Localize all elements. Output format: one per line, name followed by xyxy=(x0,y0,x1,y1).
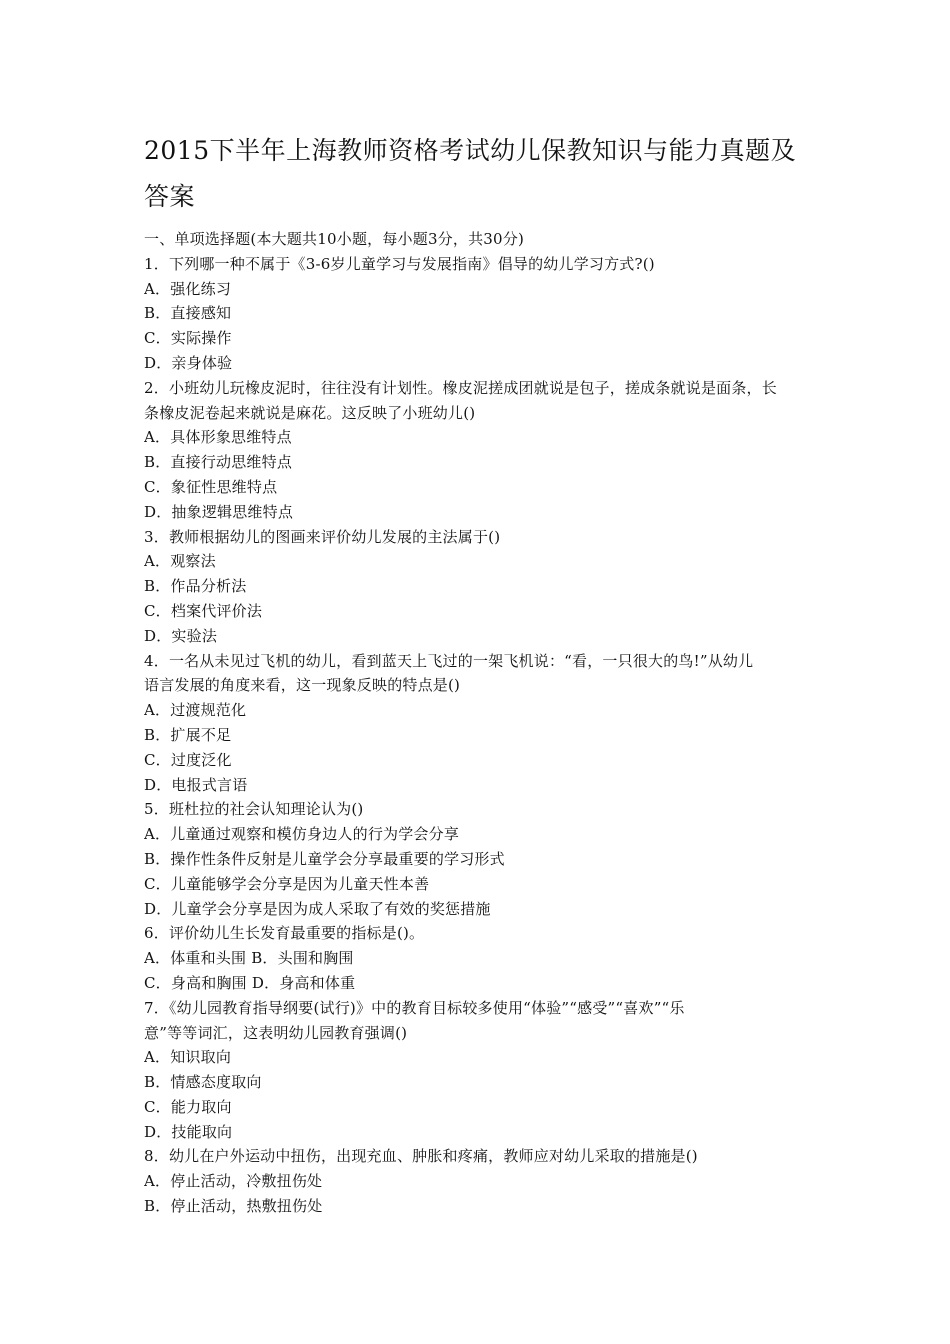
text-line: 5．班杜拉的社会认知理论认为() xyxy=(144,800,364,819)
text-line: 4．一名从未见过飞机的幼儿，看到蓝天上飞过的一架飞机说：“看，一只很大的鸟!”从幼儿 xyxy=(144,651,754,670)
text-line: B．扩展不足 xyxy=(144,725,232,744)
text-line: D．实验法 xyxy=(144,626,218,645)
text-line: 2．小班幼儿玩橡皮泥时，往往没有计划性。橡皮泥搓成团就说是包子，搓成条就说是面条，长 xyxy=(144,378,777,397)
text-line: B．作品分析法 xyxy=(144,577,247,596)
text-line: 8．幼儿在户外运动中扭伤，出现充血、肿胀和疼痛，教师应对幼儿采取的措施是() xyxy=(144,1147,698,1166)
text-line: 一、单项选择题(本大题共10小题，每小题3分，共30分) xyxy=(144,230,525,248)
text-line: 1．下列哪一种不属于《3-6岁儿童学习与发展指南》倡导的幼儿学习方式?() xyxy=(144,254,655,273)
text-line: D．亲身体验 xyxy=(144,353,233,372)
text-line: 条橡皮泥卷起来就说是麻花。这反映了小班幼儿() xyxy=(144,403,476,422)
text-line: D．电报式言语 xyxy=(144,775,248,794)
text-line: D．儿童学会分享是因为成人采取了有效的奖惩措施 xyxy=(144,899,491,918)
text-line: 语言发展的角度来看，这一现象反映的特点是() xyxy=(144,676,461,695)
text-line: C．能力取向 xyxy=(144,1097,232,1116)
text-line: C．过度泛化 xyxy=(144,750,232,769)
text-line: B．情感态度取向 xyxy=(144,1073,262,1092)
document-body xyxy=(144,227,816,1219)
text-line: A．强化练习 xyxy=(144,279,232,298)
document-title xyxy=(144,128,824,220)
text-line: B．操作性条件反射是儿童学会分享最重要的学习形式 xyxy=(144,849,505,868)
text-line: B．直接行动思维特点 xyxy=(144,453,293,472)
text-line: B．直接感知 xyxy=(144,304,232,323)
text-line: A．体重和头围 B．头围和胸围 xyxy=(144,949,354,968)
text-line: C．象征性思维特点 xyxy=(144,477,278,496)
text-line: 7．《幼儿园教育指导纲要(试行)》中的教育目标较多使用“体验”“感受”“喜欢”“乐 xyxy=(144,998,685,1017)
text-line: A．观察法 xyxy=(144,552,216,571)
title-line-1: 2015下半年上海教师资格考试幼儿保教知识与能力真题及 xyxy=(144,136,797,165)
text-line: C．儿童能够学会分享是因为儿童天性本善 xyxy=(144,874,430,893)
text-line: C．身高和胸围 D．身高和体重 xyxy=(144,973,356,992)
title-line-2: 答案 xyxy=(144,182,196,211)
text-line: A．停止活动，冷敷扭伤处 xyxy=(144,1172,323,1191)
text-line: D．技能取向 xyxy=(144,1122,233,1141)
text-line: D．抽象逻辑思维特点 xyxy=(144,502,294,521)
text-line: C．实际操作 xyxy=(144,329,232,348)
text-line: A．儿童通过观察和模仿身边人的行为学会分享 xyxy=(144,825,460,844)
text-line: 6．评价幼儿生长发育最重要的指标是()。 xyxy=(144,924,425,943)
text-line: A．具体形象思维特点 xyxy=(144,428,292,447)
text-line: A．过渡规范化 xyxy=(144,701,247,720)
text-line: 意”等等词汇，这表明幼儿园教育强调() xyxy=(144,1023,408,1042)
text-line: C．档案代评价法 xyxy=(144,601,263,620)
text-line: 3．教师根据幼儿的图画来评价幼儿发展的主法属于() xyxy=(144,527,501,546)
text-line: B．停止活动，热敷扭伤处 xyxy=(144,1197,323,1216)
text-line: A．知识取向 xyxy=(144,1048,232,1067)
